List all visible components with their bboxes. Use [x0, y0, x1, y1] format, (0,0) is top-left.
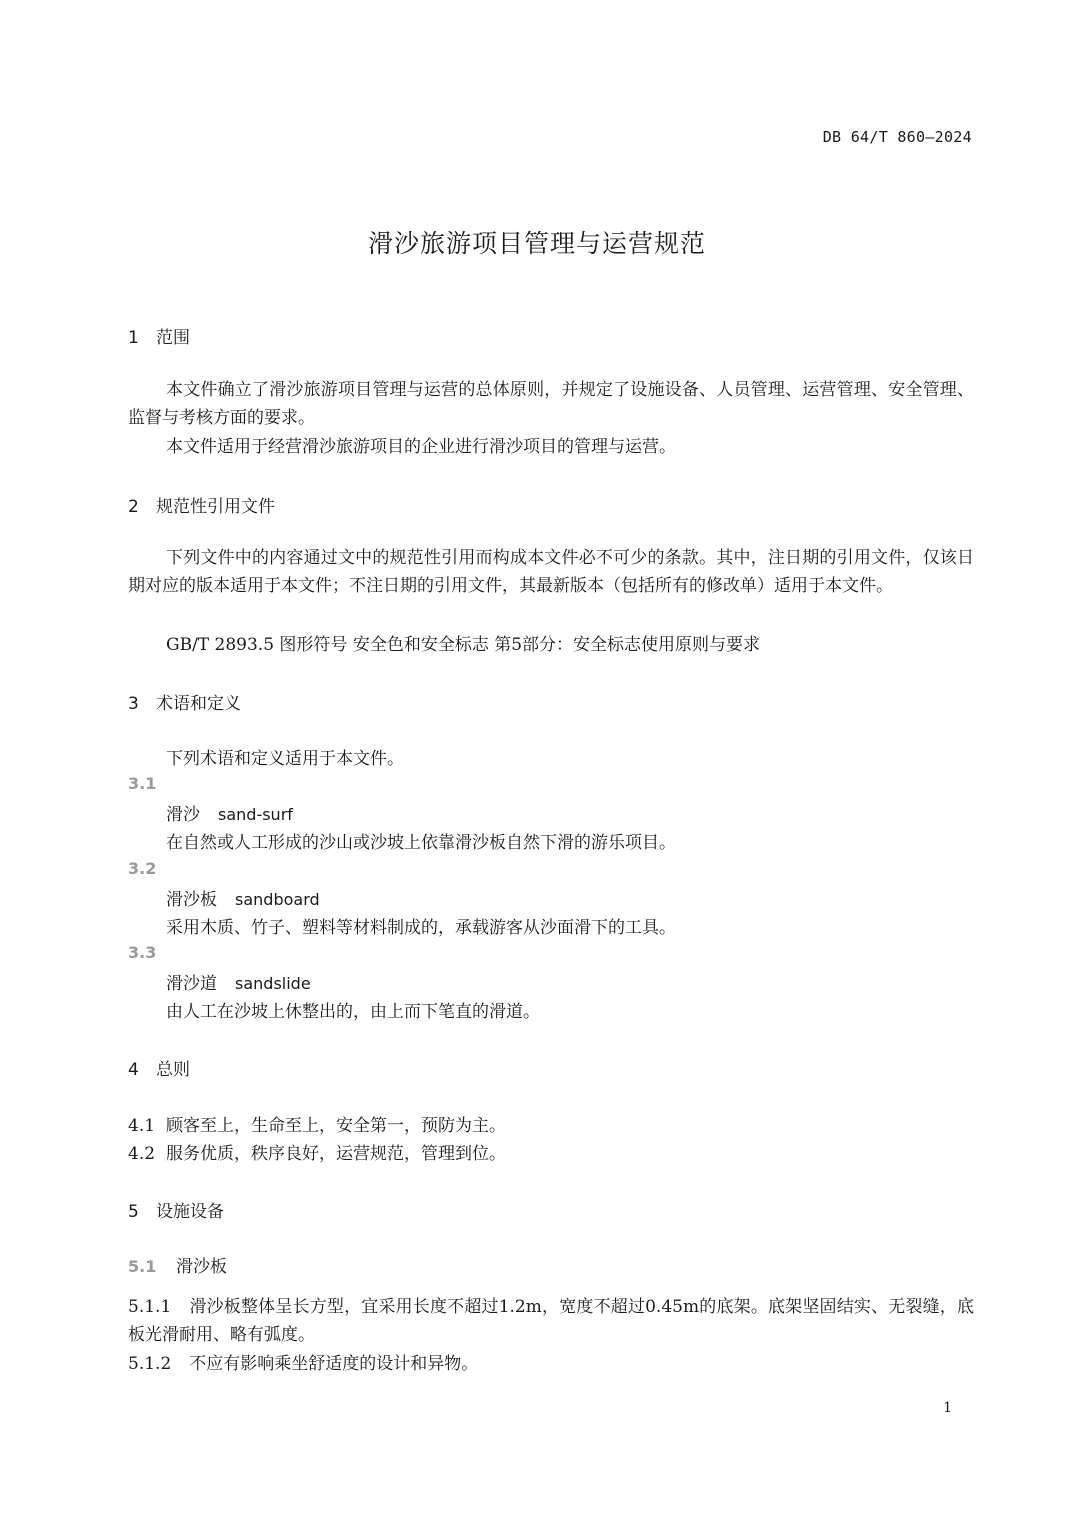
term-chinese: 滑沙道	[166, 974, 217, 994]
term-definition: 在自然或人工形成的沙山或沙坡上依靠滑沙板自然下滑的游乐项目。	[166, 833, 676, 853]
clause-number: 4.1	[128, 1116, 156, 1136]
term-entry	[166, 800, 293, 825]
clause-text: 不应有影响乘坐舒适度的设计和异物。	[189, 1354, 479, 1374]
section-title: 总则	[156, 1060, 190, 1080]
term-english: sandboard	[235, 890, 320, 909]
section-number: 1	[128, 328, 139, 348]
section-title: 设施设备	[156, 1202, 224, 1222]
section-5-heading	[128, 1197, 224, 1222]
section-4-heading	[128, 1055, 190, 1080]
term-english: sandslide	[235, 974, 311, 993]
clause-item	[128, 1139, 506, 1164]
paragraph: 本文件确立了滑沙旅游项目管理与运营的总体原则，并规定了设施设备、人员管理、运营管理、安全管理、监督与考核方面的要求。	[128, 380, 974, 428]
clause-text: 滑沙板整体呈长方型，宜采用长度不超过1.2m，宽度不超过0.45m的底架。底架坚固结实、无裂缝，底板光滑耐用、略有弧度。	[128, 1297, 974, 1345]
term-definition: 由人工在沙坡上休整出的，由上而下笔直的滑道。	[166, 1002, 540, 1022]
section-title: 范围	[156, 328, 190, 348]
term-entry	[166, 885, 320, 910]
section-1-heading	[128, 323, 190, 348]
term-english: sand-surf	[218, 805, 293, 824]
clause-text: 顾客至上，生命至上，安全第一，预防为主。	[166, 1116, 506, 1136]
clause-item	[128, 1293, 974, 1349]
term-chinese: 滑沙板	[166, 890, 217, 910]
document-number: DB 64/T 860—2024	[822, 128, 972, 146]
paragraph: 下列文件中的内容通过文中的规范性引用而构成本文件必不可少的条款。其中，注日期的引用文件，仅该日期对应的版本适用于本文件；不注日期的引用文件，其最新版本（包括所有的修改单）适用于本文件。	[128, 548, 974, 596]
section-number: 4	[128, 1060, 139, 1080]
section-title: 术语和定义	[156, 694, 241, 714]
paragraph: 本文件适用于经营滑沙旅游项目的企业进行滑沙项目的管理与运营。	[166, 437, 676, 457]
term-definition: 采用木质、竹子、塑料等材料制成的，承载游客从沙面滑下的工具。	[166, 918, 676, 938]
clause-number: 5.1.1	[128, 1297, 172, 1317]
clause-item	[128, 1349, 478, 1374]
section-3-heading	[128, 689, 241, 714]
section-number: 2	[128, 497, 139, 517]
section-number: 5	[128, 1202, 139, 1222]
clause-text: 服务优质，秩序良好，运营规范，管理到位。	[166, 1144, 506, 1164]
term-number: 3.1	[128, 774, 157, 793]
section-2-heading	[128, 492, 275, 517]
term-chinese: 滑沙	[166, 805, 200, 825]
clause-number: 5.1.2	[128, 1354, 172, 1374]
subsection-number: 5.1	[128, 1257, 157, 1276]
term-number: 3.2	[128, 859, 157, 878]
term-entry	[166, 969, 311, 994]
term-number: 3.3	[128, 943, 157, 962]
subsection-heading	[128, 1252, 227, 1277]
document-title: 滑沙旅游项目管理与运营规范	[367, 229, 706, 258]
subsection-title: 滑沙板	[176, 1257, 227, 1277]
section-number: 3	[128, 694, 139, 714]
paragraph: 下列术语和定义适用于本文件。	[166, 749, 404, 769]
clause-number: 4.2	[128, 1144, 156, 1164]
normative-reference: GB/T 2893.5 图形符号 安全色和安全标志 第5部分：安全标志使用原则与要求	[166, 635, 761, 655]
clause-item	[128, 1111, 506, 1136]
section-title: 规范性引用文件	[156, 497, 275, 517]
page-number: 1	[943, 1400, 952, 1416]
